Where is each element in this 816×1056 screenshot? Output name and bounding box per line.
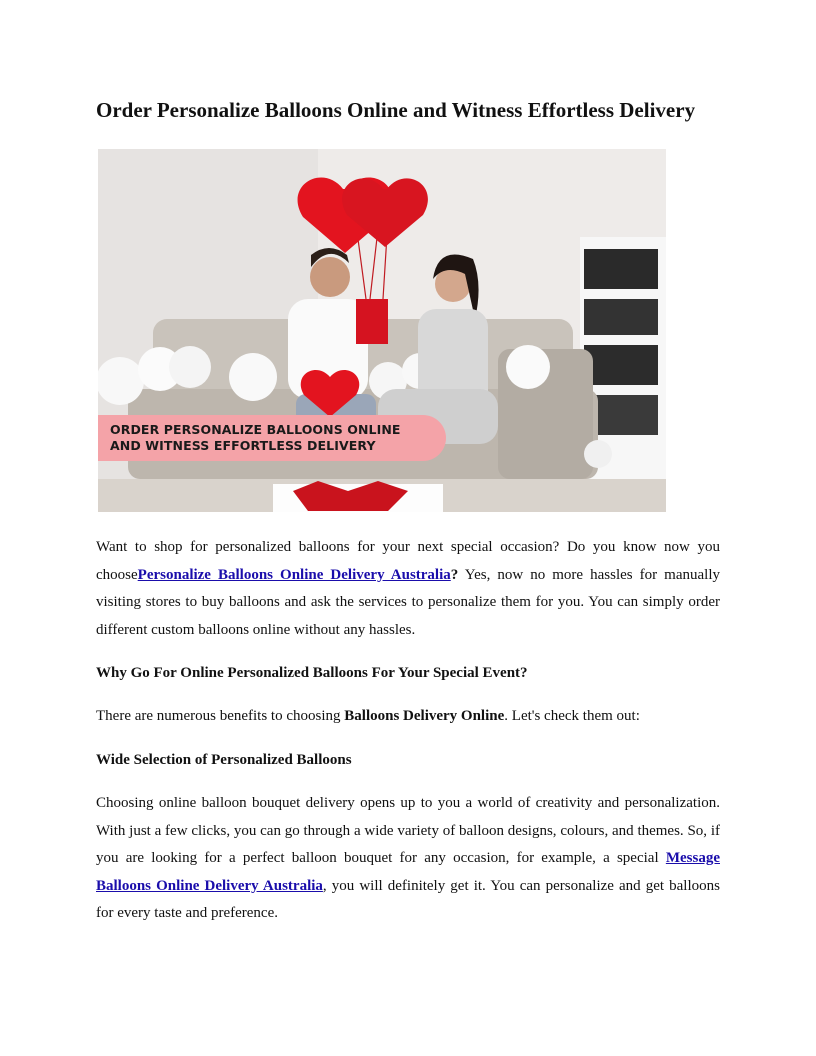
section-heading-why: Why Go For Online Personalized Balloons For Your Special Event? [96, 665, 528, 681]
hero-image [98, 149, 666, 512]
benefits-text-after: . Let's check them out: [504, 708, 640, 724]
personalize-balloons-link[interactable]: Personalize Balloons Online Delivery Australia [137, 566, 451, 583]
selection-paragraph [96, 790, 720, 928]
hero-banner-line1: ORDER PERSONALIZE BALLOONS ONLINE [110, 422, 401, 437]
benefits-bold-text: Balloons Delivery Online [344, 708, 505, 724]
page-title: Order Personalize Balloons Online and Witness Effortless Delivery [96, 98, 696, 122]
hero-banner-line2: AND WITNESS EFFORTLESS DELIVERY [110, 438, 376, 453]
intro-question-mark: ? [450, 566, 459, 583]
message-balloons-link[interactable]: Message Balloons Online Delivery Australia [96, 850, 720, 894]
benefits-text-before: There are numerous benefits to choosing [96, 708, 345, 724]
intro-text-before: Want to shop for personalized balloons for your next special occasion? Do you know now you choose [96, 539, 720, 583]
benefits-paragraph [96, 706, 720, 726]
intro-text-after: Yes, now no more hassles for manually visiting stores to buy balloons and ask the services to personalize them for you. You can simply order different custom balloons online without any hassles. [96, 566, 720, 638]
intro-paragraph [96, 534, 720, 644]
section-heading-selection: Wide Selection of Personalized Balloons [96, 752, 352, 768]
hero-banner [98, 415, 446, 461]
selection-text-before: Choosing online balloon bouquet delivery opens up to you a world of creativity and personalization. With just a few clicks, you can go through a wide variety of balloon designs, colours, and themes. So, if you are looking for a perfect balloon bouquet for any occasion, for example, a special [96, 795, 720, 866]
selection-text-after: , you will definitely get it. You can personalize and get balloons for every taste and preference. [96, 877, 720, 921]
